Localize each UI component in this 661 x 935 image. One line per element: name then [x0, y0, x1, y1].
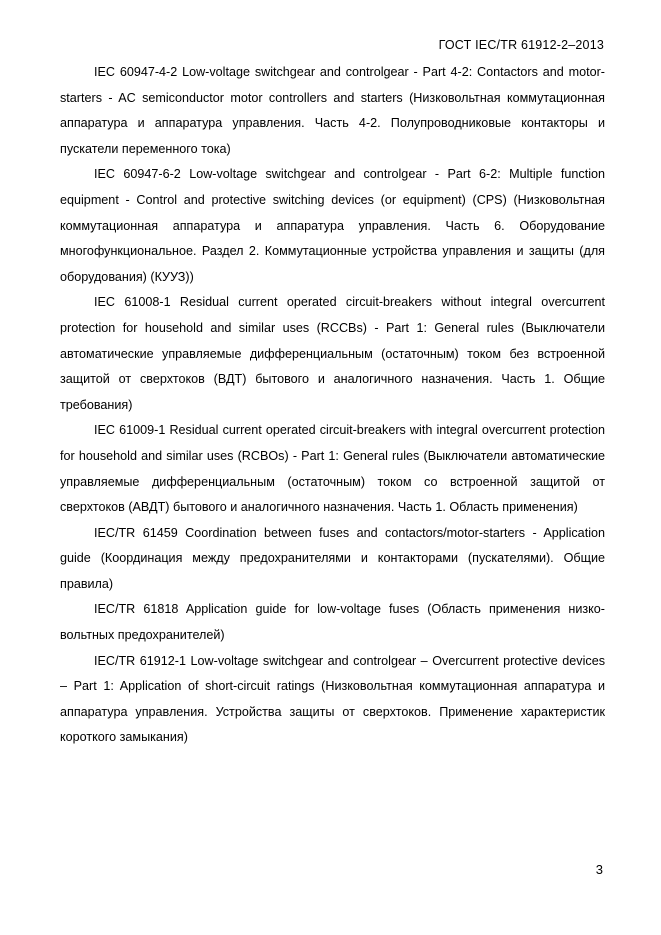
paragraph: IEC/TR 61459 Coordination between fuses and contactors/motor-starters - Application guide (Координация между предохранителями и контакторами (пускателями). Общие правила): [60, 525, 605, 591]
document-body: [60, 60, 605, 751]
paragraph: IEC 61009-1 Residual current operated circuit-breakers with integral overcurrent protection for household and similar uses (RCBOs) - Part 1: General rules (Выключатели автоматические управляемые дифференциальным (остаточным) током со встроенной защитой от сверхтоков (АВДТ) бытового и аналогичного назначения. Часть 1. Область применения): [60, 423, 605, 515]
paragraph: IEC/TR 61818 Application guide for low-voltage fuses (Область применения низковольтных предохранителей): [60, 602, 605, 643]
paragraph: IEC 61008-1 Residual current operated circuit-breakers without integral overcurrent protection for household and similar uses (RCCBs) - Part 1: General rules (Выключатели автоматические управляемые дифференциальным (остаточным) током без встроенной защитой от сверхтоков (ВДТ) бытового и аналогичного назначения. Часть 1. Общие требования): [60, 295, 605, 412]
page-header-standard-number: ГОСТ IEC/TR 61912-2–2013: [438, 38, 604, 52]
page-number: 3: [595, 862, 603, 877]
paragraph: IEC/TR 61912-1 Low-voltage switchgear and controlgear – Overcurrent protective devices – Part 1: Application of short-circuit ratings (Низковольтная коммутационная аппаратура и аппаратура управления. Устройства защиты от сверхтоков. Применение характеристик короткого замыкания): [60, 653, 605, 745]
paragraph: IEC 60947-4-2 Low-voltage switchgear and controlgear - Part 4-2: Contactors and motor-starters - AC semiconductor motor controllers and starters (Низковольтная коммутационная аппаратура и аппаратура управления. Часть 4-2. Полупроводниковые контакторы и пускатели переменного тока): [60, 65, 605, 156]
paragraph: IEC 60947-6-2 Low-voltage switchgear and controlgear - Part 6-2: Multiple function equipment - Control and protective switching devices (or equipment) (CPS) (Низковольтная коммутационная аппаратура и аппаратура управления. Часть 6. Оборудование многофункциональное. Раздел 2. Коммутационные устройства управления и защиты (для оборудования) (КУУЗ)): [60, 167, 605, 284]
